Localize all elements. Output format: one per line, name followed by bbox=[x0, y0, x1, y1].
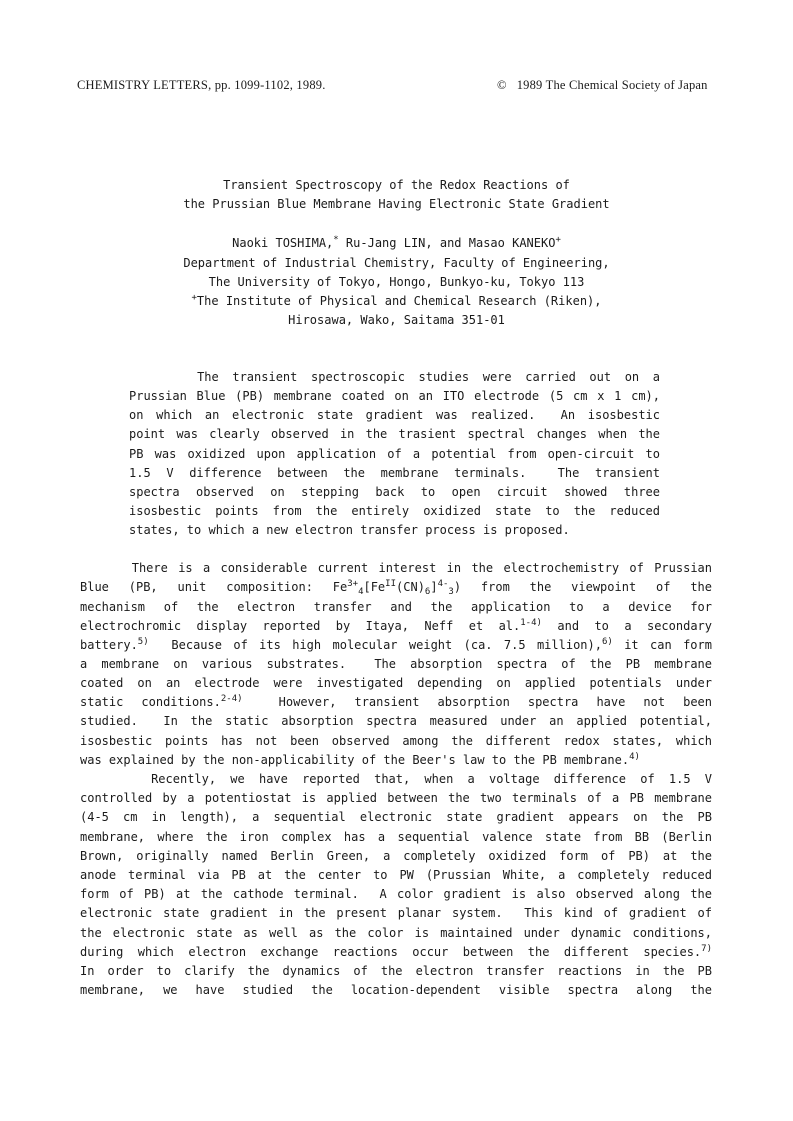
text-run: battery. bbox=[80, 638, 138, 652]
reference-mark: 2-4) bbox=[220, 694, 243, 704]
abstract-line: isosbestic points from the entirely oxidized state to the reduced bbox=[129, 504, 660, 518]
text-run: electrochromic display reported by Itaya, Neff et al. bbox=[80, 619, 521, 633]
body-line bbox=[80, 579, 712, 597]
superscript: 3+ bbox=[347, 579, 359, 589]
affiliation-1-line-1: Department of Industrial Chemistry, Faculty of Engineering, bbox=[183, 256, 610, 270]
journal-citation: CHEMISTRY LETTERS, pp. 1099-1102, 1989. bbox=[77, 78, 326, 92]
superscript: 4- bbox=[437, 579, 449, 589]
text-run: Blue (PB, unit composition: Fe bbox=[80, 580, 348, 594]
reference-mark: 6) bbox=[601, 637, 613, 647]
abstract-line: spectra observed on stepping back to open circuit showed three bbox=[129, 485, 660, 499]
copyright-line bbox=[497, 78, 708, 93]
body-line bbox=[80, 695, 712, 709]
affiliation-mark: + bbox=[555, 235, 561, 245]
title-line-2: the Prussian Blue Membrane Having Electronic State Gradient bbox=[183, 197, 610, 211]
text-run: [Fe bbox=[363, 580, 386, 594]
copyright-text: 1989 The Chemical Society of Japan bbox=[516, 78, 708, 92]
text-run: static conditions. bbox=[80, 695, 221, 709]
body-line: studied. In the static absorption spectra measured under an applied potential, bbox=[80, 714, 712, 728]
author-1: Naoki TOSHIMA, bbox=[232, 236, 334, 250]
reference-mark: 1-4) bbox=[520, 618, 542, 628]
abstract-line: point was clearly observed in the trasient spectral changes when the bbox=[129, 427, 660, 441]
abstract-line: Prussian Blue (PB) membrane coated on an ITO electrode (5 cm x 1 cm), bbox=[129, 389, 660, 403]
superscript: II bbox=[385, 579, 397, 589]
body-line: isosbestic points has not been observed among the different redox states, which bbox=[80, 734, 712, 748]
affiliation-2-line-1 bbox=[0, 294, 793, 308]
body-line: In order to clarify the dynamics of the electron transfer reactions in the PB bbox=[80, 964, 712, 978]
affiliation-2-line-2: Hirosawa, Wako, Saitama 351-01 bbox=[288, 313, 505, 327]
body-line: electronic state gradient in the present planar system. This kind of gradient of bbox=[80, 906, 712, 920]
reference-mark: 4) bbox=[629, 752, 640, 762]
body-line bbox=[80, 638, 712, 652]
affiliation-1-line-2: The University of Tokyo, Hongo, Bunkyo-ku, Tokyo 113 bbox=[208, 275, 585, 289]
title-line-1: Transient Spectroscopy of the Redox Reactions of bbox=[223, 178, 570, 192]
abstract-line: The transient spectroscopic studies were carried out on a bbox=[129, 370, 660, 384]
abstract-line: on which an electronic state gradient was realized. An isosbestic bbox=[129, 408, 660, 422]
text-run: it can form bbox=[612, 638, 712, 652]
body-line: a membrane on various substrates. The absorption spectra of the PB membrane bbox=[80, 657, 712, 671]
copyright-symbol: © bbox=[497, 78, 507, 92]
body-line: Brown, originally named Berlin Green, a completely oxidized form of PB) at the bbox=[80, 849, 712, 863]
reference-mark: 5) bbox=[137, 637, 149, 647]
body-line: (4-5 cm in length), a sequential electronic state gradient appears on the PB bbox=[80, 810, 712, 824]
reference-mark: 7) bbox=[701, 944, 712, 954]
body-line: controlled by a potentiostat is applied between the two terminals of a PB membrane bbox=[80, 791, 712, 805]
body-line bbox=[80, 753, 712, 767]
body-line: mechanism of the electron transfer and the application to a device for bbox=[80, 600, 712, 614]
subscript: 3 bbox=[448, 587, 454, 597]
abstract-line: 1.5 V difference between the membrane terminals. The transient bbox=[129, 466, 660, 480]
text-run: and to a secondary bbox=[541, 619, 712, 633]
text-run: (CN) bbox=[396, 580, 425, 594]
text-run: was explained by the non-applicability of the Beer's law to the PB membrane. bbox=[80, 753, 630, 767]
body-line: membrane, where the iron complex has a sequential valence state from BB (Berlin bbox=[80, 830, 712, 844]
authors-2-3: Ru-Jang LIN, and Masao KANEKO bbox=[338, 236, 556, 250]
affiliation-2-mark: + bbox=[191, 293, 197, 303]
body-line: Recently, we have reported that, when a voltage difference of 1.5 V bbox=[80, 772, 712, 786]
text-run: ) from the viewpoint of the bbox=[453, 580, 712, 594]
text-run: Because of its high molecular weight (ca. 7.5 million), bbox=[148, 638, 602, 652]
abstract-line: states, to which a new electron transfer process is proposed. bbox=[129, 523, 570, 537]
body-line: coated on an electrode were investigated depending on applied potentials under bbox=[80, 676, 712, 690]
affiliation-2-text: The Institute of Physical and Chemical Research (Riken), bbox=[196, 294, 602, 308]
author-list bbox=[0, 236, 793, 250]
body-line: the electronic state as well as the color is maintained under dynamic conditions, bbox=[80, 926, 712, 940]
body-line bbox=[80, 945, 712, 959]
body-line bbox=[80, 619, 712, 633]
body-line: There is a considerable current interest in the electrochemistry of Prussian bbox=[80, 561, 712, 575]
text-run: during which electron exchange reactions occur between the different species. bbox=[80, 945, 702, 959]
subscript: 6 bbox=[424, 587, 431, 597]
text-run: ] bbox=[430, 580, 438, 594]
body-line: membrane, we have studied the location-dependent visible spectra along the bbox=[80, 983, 712, 997]
text-run: However, transient absorption spectra have not been bbox=[242, 695, 713, 709]
body-line: form of PB) at the cathode terminal. A color gradient is also observed along the bbox=[80, 887, 712, 901]
subscript: 4 bbox=[358, 587, 364, 597]
corresponding-author-mark: * bbox=[333, 235, 339, 245]
abstract-line: PB was oxidized upon application of a potential from open-circuit to bbox=[129, 447, 660, 461]
body-line: anode terminal via PB at the center to PW (Prussian White, a completely reduced bbox=[80, 868, 712, 882]
